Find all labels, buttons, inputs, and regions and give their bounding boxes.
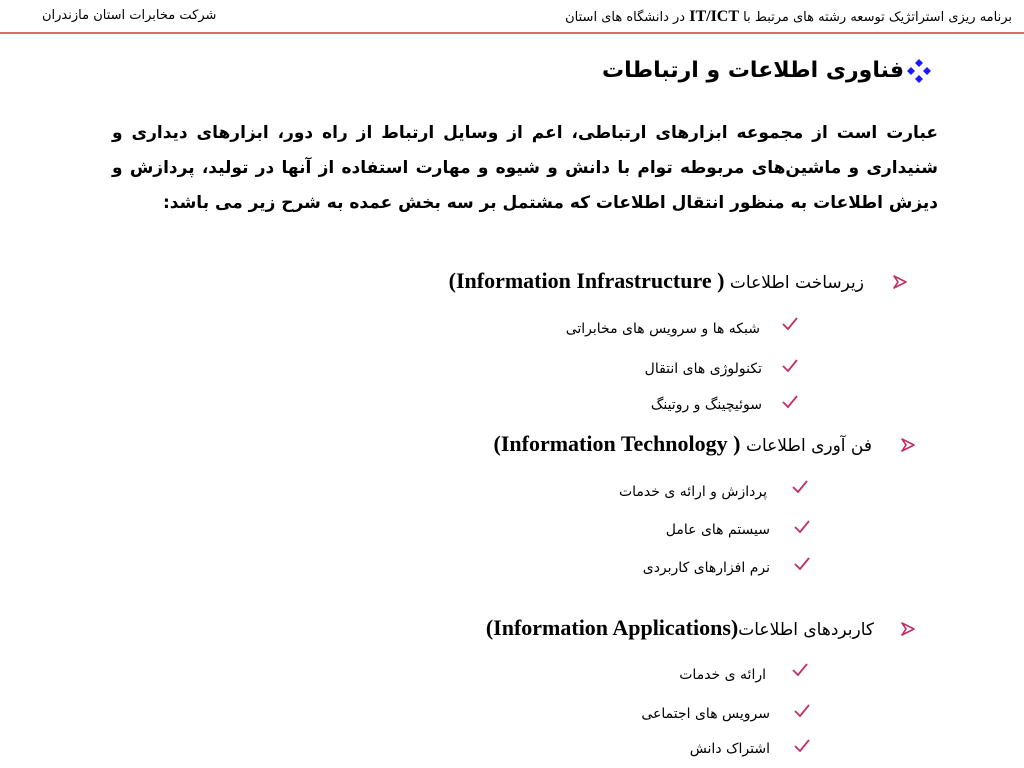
arrow-bullet-icon bbox=[900, 621, 916, 637]
check-bullet-icon bbox=[792, 663, 808, 677]
section-heading-close: ) bbox=[485, 615, 494, 640]
arrow-bullet-icon bbox=[900, 437, 916, 453]
section-heading-fa: زیرساخت اطلاعات bbox=[729, 273, 864, 293]
header-title bbox=[565, 8, 1012, 26]
section-heading-latin: Information Technology bbox=[500, 431, 728, 456]
section-heading-latin: Information Applications bbox=[493, 615, 731, 640]
check-bullet-icon bbox=[782, 359, 798, 373]
list-item: تکنولوژی های انتقال bbox=[644, 361, 762, 377]
header-title-pre: برنامه ریزی استراتژیک توسعه رشته های مرتبط با bbox=[739, 10, 1012, 25]
section-heading-fa: کاربردهای اطلاعات bbox=[738, 620, 874, 640]
check-bullet-icon bbox=[782, 395, 798, 409]
header-title-latin: IT/ICT bbox=[689, 8, 740, 25]
list-item: شبکه ها و سرویس های مخابراتی bbox=[565, 321, 760, 337]
section-heading-technology bbox=[494, 431, 872, 457]
header-divider bbox=[0, 32, 1024, 34]
section-heading-applications bbox=[486, 615, 874, 641]
check-bullet-icon bbox=[794, 739, 810, 753]
list-item: ارائه ی خدمات bbox=[679, 667, 766, 683]
check-bullet-icon bbox=[782, 317, 798, 331]
intro-paragraph: عبارت است از مجموعه ابزارهای ارتباطی، اعم از وسایل ارتباط از راه دور، ابزارهای دیداری و شنیداری و ماشین‌های مربوطه توام با دانش و شیوه و مهارت استفاده از آنها در تولید، پردازش و دیزش اطلاعات به منظور انتقال اطلاعات که مشتمل بر سه بخش عمده به شرح زیر می باشد: bbox=[112, 123, 938, 213]
header-title-post: در دانشگاه های استان bbox=[565, 10, 690, 25]
check-bullet-icon bbox=[794, 520, 810, 534]
check-bullet-icon bbox=[794, 557, 810, 571]
check-bullet-icon bbox=[794, 704, 810, 718]
section-heading-open: ( bbox=[730, 615, 739, 640]
list-item: اشتراک دانش bbox=[689, 741, 770, 757]
arrow-bullet-icon bbox=[892, 274, 908, 290]
header-bar bbox=[0, 0, 1024, 34]
section-heading-open: ( bbox=[711, 268, 730, 293]
list-item: سوئیچینگ و روتینگ bbox=[650, 397, 762, 413]
section-heading-fa: فن آوری اطلاعات bbox=[745, 436, 872, 456]
check-bullet-icon bbox=[792, 480, 808, 494]
list-item: پردازش و ارائه ی خدمات bbox=[618, 484, 767, 500]
diamond-quad-icon bbox=[906, 58, 932, 84]
section-heading-close: ) bbox=[448, 268, 456, 293]
section-heading-open: ( bbox=[727, 431, 746, 456]
section-heading-infrastructure bbox=[449, 268, 864, 294]
page-title: فناوری اطلاعات و ارتباطات bbox=[602, 58, 904, 83]
section-heading-latin: Information Infrastructure bbox=[455, 268, 712, 293]
header-company: شرکت مخابرات استان مازندران bbox=[42, 8, 217, 23]
list-item: سرویس های اجتماعی bbox=[641, 706, 770, 722]
list-item: نرم افزارهای کاربردی bbox=[642, 560, 770, 576]
list-item: سیستم های عامل bbox=[665, 522, 770, 538]
section-heading-close: ) bbox=[493, 431, 501, 456]
